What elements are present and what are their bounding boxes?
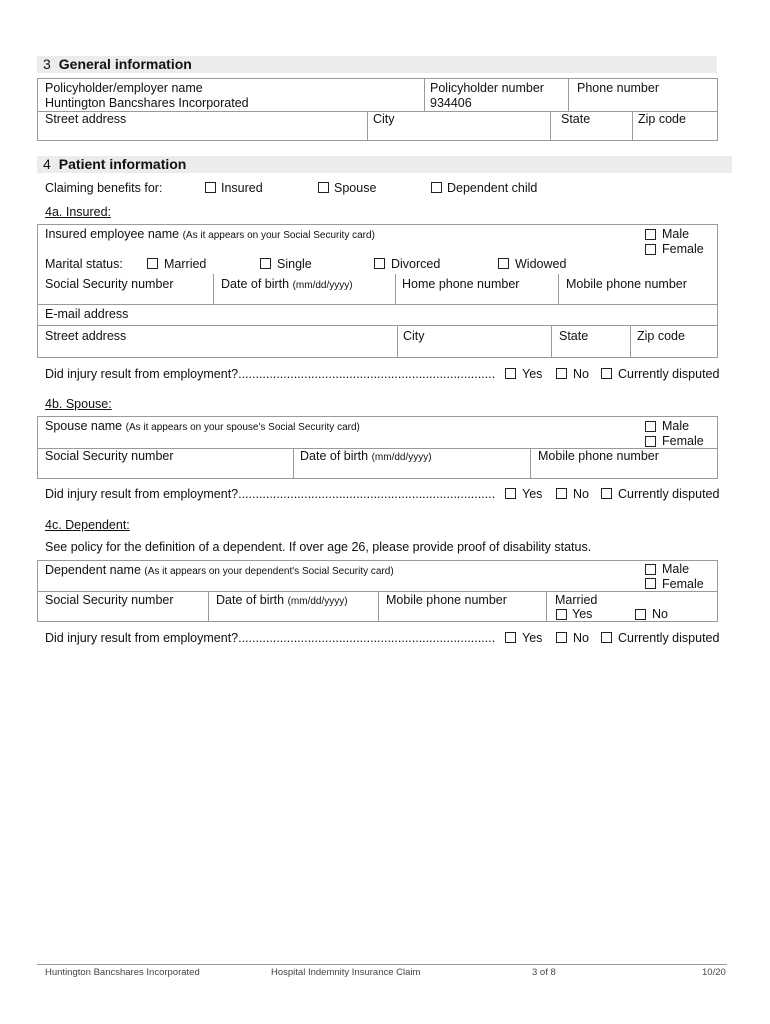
insured-name-label: Insured employee name (As it appears on your Social Security card): [45, 227, 375, 241]
injury-disputed-checkbox[interactable]: [601, 368, 612, 379]
street-label: Street address: [45, 112, 127, 126]
insured-heading: 4a. Insured:: [45, 205, 112, 219]
city-label: City: [373, 112, 395, 126]
spouse-heading: 4b. Spouse:: [45, 397, 112, 411]
divorced-checkbox[interactable]: [374, 258, 385, 269]
phone-label: Phone number: [577, 81, 660, 95]
section-title: Patient information: [58, 156, 187, 172]
spouse-female-checkbox[interactable]: [645, 436, 656, 447]
single-label: Single: [277, 257, 312, 271]
insured-state-label: State: [559, 329, 589, 343]
insured-city-label: City: [403, 329, 425, 343]
dependent-mobile-phone-label: Mobile phone number: [386, 593, 507, 607]
insured-female-checkbox[interactable]: [645, 244, 656, 255]
injury-no-checkbox[interactable]: [556, 632, 567, 643]
injury-yes-label: Yes: [522, 487, 543, 501]
dependent-married-yes-label: Yes: [572, 607, 593, 621]
spouse-name-label: Spouse name (As it appears on your spouse's Social Security card): [45, 419, 360, 433]
injury-no-label: No: [573, 487, 589, 501]
dependent-married-no-label: No: [652, 607, 668, 621]
injury-question: Did injury result from employment?..........................................................................: [45, 631, 496, 645]
insured-dob-label: Date of birth (mm/dd/yyyy): [221, 277, 353, 291]
dependent-child-checkbox[interactable]: [431, 182, 442, 193]
dependent-dob-label: Date of birth (mm/dd/yyyy): [216, 593, 348, 607]
dependent-male-checkbox[interactable]: [645, 564, 656, 575]
zip-label: Zip code: [638, 112, 686, 126]
footer-company: Huntington Bancshares Incorporated: [45, 967, 200, 978]
widowed-label: Widowed: [515, 257, 567, 271]
section-3-header: [37, 56, 717, 73]
single-checkbox[interactable]: [260, 258, 271, 269]
injury-yes-checkbox[interactable]: [505, 488, 516, 499]
spouse-male-checkbox[interactable]: [645, 421, 656, 432]
policyholder-label: Policyholder/employer name: [45, 81, 203, 95]
married-checkbox[interactable]: [147, 258, 158, 269]
widowed-checkbox[interactable]: [498, 258, 509, 269]
dependent-child-option-label: Dependent child: [447, 181, 538, 195]
spouse-male-label: Male: [662, 419, 690, 433]
injury-disputed-label: Currently disputed: [618, 487, 720, 501]
section-number: 4: [43, 156, 51, 172]
injury-no-label: No: [573, 367, 589, 381]
dependent-ssn-label: Social Security number: [45, 593, 174, 607]
injury-question: Did injury result from employment?..........................................................................: [45, 487, 496, 501]
insured-mobile-phone-label: Mobile phone number: [566, 277, 687, 291]
home-phone-label: Home phone number: [402, 277, 520, 291]
injury-no-label: No: [573, 631, 589, 645]
injury-yes-label: Yes: [522, 367, 543, 381]
insured-checkbox[interactable]: [205, 182, 216, 193]
injury-question: Did injury result from employment?..........................................................................: [45, 367, 496, 381]
divorced-label: Divorced: [391, 257, 441, 271]
marital-status-label: Marital status:: [45, 257, 123, 271]
claiming-label: Claiming benefits for:: [45, 181, 163, 195]
section-title: General information: [58, 56, 192, 72]
injury-disputed-checkbox[interactable]: [601, 488, 612, 499]
footer-divider: [37, 964, 727, 965]
dependent-married-yes-checkbox[interactable]: [556, 609, 567, 620]
dependent-heading: 4c. Dependent:: [45, 518, 130, 532]
injury-no-checkbox[interactable]: [556, 488, 567, 499]
dependent-married-no-checkbox[interactable]: [635, 609, 646, 620]
footer-version: 10/20: [702, 967, 726, 978]
injury-disputed-label: Currently disputed: [618, 631, 720, 645]
insured-street-label: Street address: [45, 329, 127, 343]
insured-male-checkbox[interactable]: [645, 229, 656, 240]
spouse-female-label: Female: [662, 434, 704, 448]
section-4-header: [37, 156, 732, 173]
insured-zip-label: Zip code: [637, 329, 685, 343]
dependent-married-label: Married: [555, 593, 598, 607]
dependent-male-label: Male: [662, 562, 690, 576]
injury-disputed-checkbox[interactable]: [601, 632, 612, 643]
injury-no-checkbox[interactable]: [556, 368, 567, 379]
insured-male-label: Male: [662, 227, 690, 241]
spouse-checkbox[interactable]: [318, 182, 329, 193]
insured-ssn-label: Social Security number: [45, 277, 174, 291]
dependent-name-label: Dependent name (As it appears on your dependent's Social Security card): [45, 563, 394, 577]
insured-female-label: Female: [662, 242, 704, 256]
insured-option-label: Insured: [221, 181, 263, 195]
dependent-female-label: Female: [662, 577, 704, 591]
state-label: State: [561, 112, 591, 126]
footer-page-number: 3 of 8: [532, 967, 556, 978]
policy-number-value[interactable]: 934406: [430, 96, 472, 110]
injury-yes-label: Yes: [522, 631, 543, 645]
injury-yes-checkbox[interactable]: [505, 632, 516, 643]
spouse-option-label: Spouse: [334, 181, 377, 195]
injury-disputed-label: Currently disputed: [618, 367, 720, 381]
dependent-female-checkbox[interactable]: [645, 578, 656, 589]
policy-number-label: Policyholder number: [430, 81, 544, 95]
married-label: Married: [164, 257, 207, 271]
spouse-dob-label: Date of birth (mm/dd/yyyy): [300, 449, 432, 463]
email-label: E-mail address: [45, 307, 129, 321]
dependent-note: See policy for the definition of a dependent. If over age 26, please provide proof of disability status.: [45, 540, 592, 554]
footer-form-name: Hospital Indemnity Insurance Claim: [271, 967, 421, 978]
spouse-mobile-phone-label: Mobile phone number: [538, 449, 659, 463]
policyholder-value[interactable]: Huntington Bancshares Incorporated: [45, 96, 249, 110]
injury-yes-checkbox[interactable]: [505, 368, 516, 379]
spouse-ssn-label: Social Security number: [45, 449, 174, 463]
section-number: 3: [43, 56, 51, 72]
